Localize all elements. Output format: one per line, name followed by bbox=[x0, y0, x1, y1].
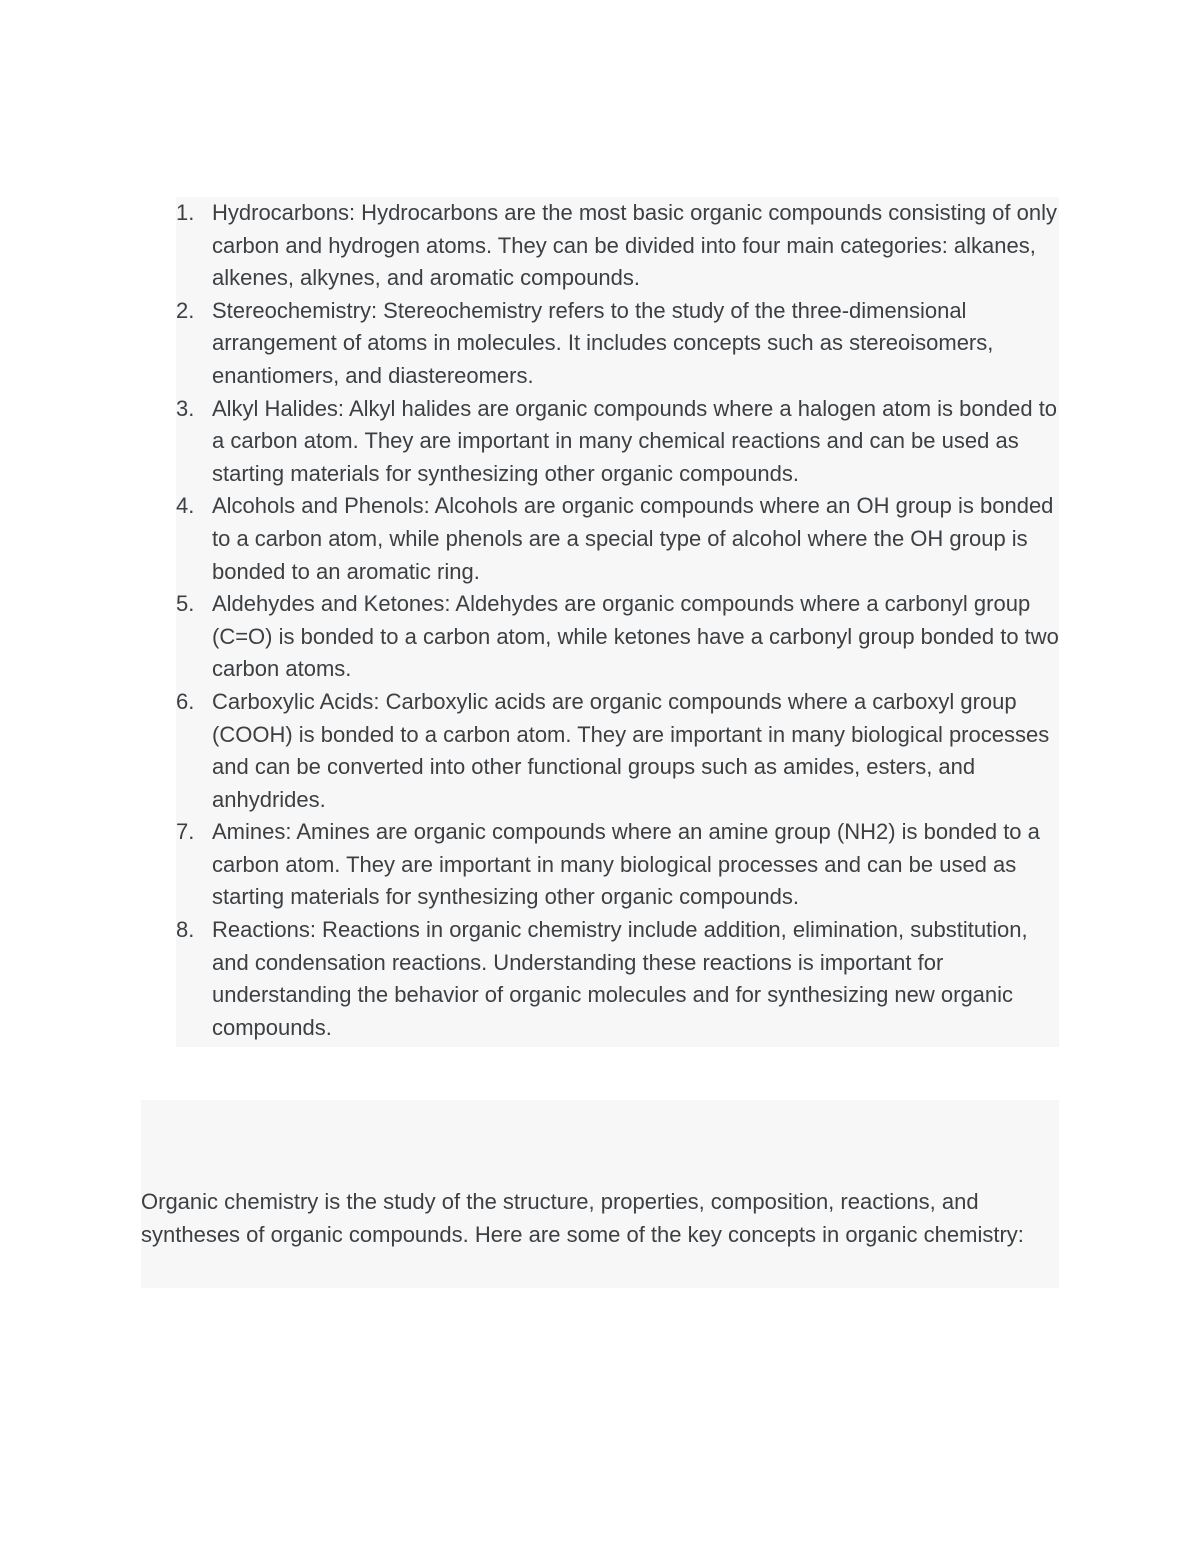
list-item bbox=[176, 490, 1059, 588]
list-item-text: Amines: Amines are organic compounds where an amine group (NH2) is bonded to a carbon atom. They are important in many biological processes and can be used as starting materials for synthesizing other organic compounds. bbox=[212, 819, 1040, 910]
list-item-text: Aldehydes and Ketones: Aldehydes are organic compounds where a carbonyl group (C=O) is bonded to a carbon atom, while ketones have a carbonyl group bonded to two carbon atoms. bbox=[212, 591, 1059, 682]
concept-list bbox=[176, 197, 1059, 1044]
list-item bbox=[176, 295, 1059, 393]
list-item bbox=[176, 816, 1059, 914]
list-item-number: 6. bbox=[176, 688, 195, 714]
intro-block bbox=[141, 1100, 1059, 1288]
list-item-number: 2. bbox=[176, 297, 195, 323]
list-item-number: 3. bbox=[176, 395, 195, 421]
list-item-text: Hydrocarbons: Hydrocarbons are the most basic organic compounds consisting of only carbon and hydrogen atoms. They can be divided into four main categories: alkanes, alkenes, alkynes, and aromatic compounds. bbox=[212, 200, 1057, 291]
list-item bbox=[176, 197, 1059, 295]
list-item bbox=[176, 588, 1059, 686]
intro-paragraph: Organic chemistry is the study of the structure, properties, composition, reactions, and syntheses of organic compounds. Here are some of the key concepts in organic chemistry: bbox=[141, 1189, 1024, 1247]
list-item-number: 7. bbox=[176, 819, 195, 845]
list-item-text: Carboxylic Acids: Carboxylic acids are organic compounds where a carboxyl group (COOH) is bonded to a carbon atom. They are important in many biological processes and can be converted into other functional groups such as amides, esters, and anhydrides. bbox=[212, 688, 1050, 812]
list-item-text: Stereochemistry: Stereochemistry refers to the study of the three-dimensional arrangement of atoms in molecules. It includes concepts such as stereoisomers, enantiomers, and diastereomers. bbox=[212, 297, 994, 388]
list-item bbox=[176, 914, 1059, 1044]
list-item bbox=[176, 686, 1059, 816]
list-item-text: Reactions: Reactions in organic chemistry include addition, elimination, substitution, and condensation reactions. Understanding these reactions is important for understanding the behavior of organic molecules and for synthesizing new organic compounds. bbox=[212, 917, 1028, 1040]
list-item-number: 4. bbox=[176, 493, 195, 519]
list-item-number: 8. bbox=[176, 917, 195, 943]
list-item bbox=[176, 393, 1059, 491]
list-item-number: 5. bbox=[176, 591, 195, 617]
list-item-text: Alcohols and Phenols: Alcohols are organic compounds where an OH group is bonded to a carbon atom, while phenols are a special type of alcohol where the OH group is bonded to an aromatic ring. bbox=[212, 493, 1054, 584]
list-item-text: Alkyl Halides: Alkyl halides are organic compounds where a halogen atom is bonded to a carbon atom. They are important in many chemical reactions and can be used as starting materials for synthesizing other organic compounds. bbox=[212, 395, 1058, 486]
list-item-number: 1. bbox=[176, 200, 195, 225]
concept-list-block bbox=[176, 197, 1059, 1047]
